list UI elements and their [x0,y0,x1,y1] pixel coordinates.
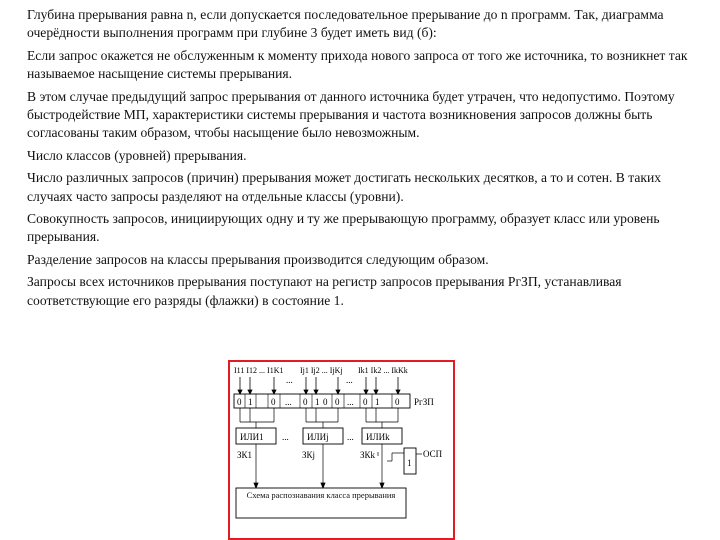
mask-label-k: ЗКk [360,450,376,460]
paragraph-saturation: Если запрос окажется не обслуженным к моменту прихода нового запроса от того же источника, то возникнет так называемое насыщение системы прерывания. [27,47,688,82]
output-label: ОСП [423,449,443,459]
register-bit: 0 [395,397,400,407]
register-bit: 1 [375,397,380,407]
text-body [27,6,707,314]
register-bit: 0 [271,397,276,407]
input-group-3: Ik1 Ik2 ... IkKk [358,366,408,375]
register-bit: 0 [363,397,368,407]
or-block-j-label: ИЛИj [307,432,329,442]
paragraph-request-count: Число различных запросов (причин) прерывания может достигать нескольких десятков, а то и сотен. В таких случаях часто запросы разделяют на отдельные классы (уровни). [27,170,662,204]
mask-label-1: ЗК1 [237,450,253,460]
register-bit: 1 [315,397,320,407]
or-dots: ... [347,432,354,442]
register-dots: ... [285,397,292,407]
register-label: РгЗП [414,397,434,407]
register-bit: 0 [335,397,340,407]
register-bit: 1 [248,397,253,407]
or-blocks [236,428,402,444]
paragraph-class-division: Разделение запросов на классы прерывания производится следующим образом. [27,251,489,267]
paragraph-class-count: Число классов (уровней) прерывания. [27,147,247,163]
mask-label-j: ЗКj [302,450,316,460]
paragraph-class-definition: Совокупность запросов, инициирующих одну и ту же прерывающую программу, образует класс или уровень прерывания. [27,211,660,245]
input-group-1: I11 I12 ... I1K1 [234,366,284,375]
recognition-scheme-label: Схема распознавания класса прерывания [246,490,396,500]
input-dots-1: ... [286,375,293,385]
interrupt-class-diagram [228,360,455,540]
paragraph-depth: Глубина прерывания равна n, если допускается последовательное прерывание до n программ. Так, диаграмма очерёдности выполнения программ при глубине 3 будет иметь вид (б): [27,7,664,41]
register-bit: 0 [237,397,242,407]
or-block-k-label: ИЛИk [366,432,390,442]
register-dots: ... [347,397,354,407]
paragraph-lost-request: В этом случае предыдущий запрос прерывания от данного источника будет утрачен, что недопустимо. Поэтому быстродействие МП, характеристики системы прерывания и частота возникновения запросов должны быть согласованы таким образом, чтобы насыщение было невозможным. [27,88,675,141]
paragraph-register: Запросы всех источников прерывания поступают на регистр запросов прерывания РгЗП, устанавливая соответствующие его разряды (флажки) в состояние 1. [27,274,622,308]
input-group-2: Ij1 Ij2 ... IjKj [300,366,343,375]
input-dots-2: ... [346,375,353,385]
or-block-1-label: ИЛИ1 [240,432,264,442]
or-dots: ... [282,432,289,442]
register-bit: 0 [323,397,328,407]
register-bit: 0 [303,397,308,407]
diagram-svg [228,360,455,540]
and-block-symbol: 1 [407,458,412,468]
